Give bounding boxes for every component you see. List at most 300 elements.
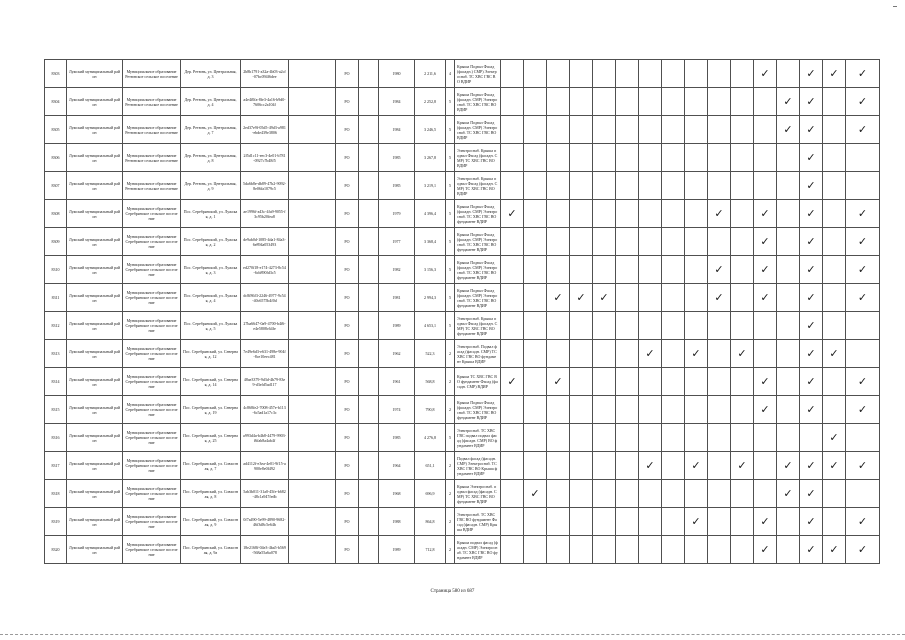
checkmark-cell: ✓ — [823, 340, 846, 368]
district-cell: Лужский муниципальный район — [67, 144, 123, 172]
house-code-cell: ad4112f-e3ea-4e01-9f15-a900e8e0f492 — [241, 452, 289, 480]
address-cell: Дер. Ретюнь, ул. Центральная, д. 9 — [181, 172, 241, 200]
empty-mark-cell — [616, 340, 639, 368]
blank-cell — [359, 452, 379, 480]
checkmark-cell: ✓ — [800, 508, 823, 536]
works-list-cell: Крыша Подвал Фасад (фасадн. СМР) Электроснаб. ТС ХВС ГВС ВО фундамент ВДИР — [455, 256, 501, 284]
checkmark-cell: ✓ — [846, 88, 880, 116]
build-year-cell: 1961 — [379, 368, 415, 396]
empty-mark-cell — [524, 312, 547, 340]
floors-cell: 2 — [446, 368, 455, 396]
empty-mark-cell — [501, 256, 524, 284]
fund-form-cell: РО — [336, 172, 359, 200]
works-list-cell: Подвал фасад (фасадн. СМР) Электроснаб. ТС ХВС ГВС ВО Крыша фундамент ВДИР — [455, 452, 501, 480]
empty-mark-cell — [616, 116, 639, 144]
municipality-cell: Муниципальное образование Серебрянское сельское поселение — [123, 424, 181, 452]
empty-mark-cell — [570, 480, 593, 508]
empty-mark-cell — [639, 200, 662, 228]
checkmark-cell: ✓ — [800, 172, 823, 200]
empty-mark-cell — [685, 144, 708, 172]
empty-mark-cell — [823, 312, 846, 340]
municipality-cell: Муниципальное образование Серебрянское сельское поселение — [123, 256, 181, 284]
checkmark-cell: ✓ — [800, 228, 823, 256]
empty-mark-cell — [593, 368, 616, 396]
checkmark-cell: ✓ — [501, 368, 524, 396]
empty-mark-cell — [547, 340, 570, 368]
empty-mark-cell — [570, 172, 593, 200]
house-code-cell: a4e4f0fa-8fe3-4a16-b9d0-7606cc2a104f — [241, 88, 289, 116]
blank-cell — [359, 424, 379, 452]
municipality-cell: Муниципальное образование Серебрянское сельское поселение — [123, 312, 181, 340]
empty-mark-cell — [823, 396, 846, 424]
table-row — [45, 424, 880, 452]
fund-form-cell: РО — [336, 256, 359, 284]
row-number: 8316 — [45, 424, 67, 452]
empty-mark-cell — [754, 116, 777, 144]
empty-mark-cell — [501, 452, 524, 480]
empty-mark-cell — [616, 536, 639, 564]
empty-mark-cell — [593, 312, 616, 340]
blank-cell — [359, 396, 379, 424]
district-cell: Лужский муниципальный район — [67, 116, 123, 144]
empty-mark-cell — [823, 88, 846, 116]
floors-cell: 5 — [446, 228, 455, 256]
empty-mark-cell — [593, 508, 616, 536]
empty-mark-cell — [754, 172, 777, 200]
empty-mark-cell — [501, 88, 524, 116]
checkmark-cell: ✓ — [708, 256, 731, 284]
works-list-cell: Крыша Подвал Фасад (фасадн. СМР) Электроснаб. ТС ХВС ГВС ВО фундамент ВДИР — [455, 396, 501, 424]
empty-mark-cell — [731, 144, 754, 172]
address-cell: Пос. Серебрянский, ул. Лужская, д. 5 — [181, 312, 241, 340]
empty-mark-cell — [754, 88, 777, 116]
area-cell: 864,8 — [415, 508, 446, 536]
district-cell: Лужский муниципальный район — [67, 340, 123, 368]
empty-mark-cell — [685, 88, 708, 116]
empty-mark-cell — [823, 116, 846, 144]
checkmark-cell: ✓ — [846, 368, 880, 396]
empty-mark-cell — [593, 396, 616, 424]
empty-mark-cell — [777, 172, 800, 200]
works-list-cell: Электроснаб. Крыша подвал Фасад (фасадн. СМР) ТС ХВС ГВС ВО ВДИР — [455, 144, 501, 172]
empty-mark-cell — [662, 144, 685, 172]
empty-mark-cell — [570, 88, 593, 116]
area-cell: 790,8 — [415, 396, 446, 424]
area-cell: 3 156,3 — [415, 256, 446, 284]
empty-mark-cell — [823, 368, 846, 396]
empty-mark-cell — [639, 480, 662, 508]
row-number: 8309 — [45, 228, 67, 256]
area-cell: 522,3 — [415, 340, 446, 368]
build-year-cell: 1962 — [379, 340, 415, 368]
empty-mark-cell — [685, 200, 708, 228]
house-code-cell: dc8f86f3-2246-4977-9c54-40c6575b4f0d — [241, 284, 289, 312]
fund-form-cell: РО — [336, 88, 359, 116]
blank-cell — [289, 452, 336, 480]
empty-mark-cell — [754, 480, 777, 508]
empty-mark-cell — [731, 368, 754, 396]
checkmark-cell: ✓ — [800, 256, 823, 284]
empty-mark-cell — [639, 172, 662, 200]
empty-mark-cell — [639, 228, 662, 256]
empty-mark-cell — [570, 144, 593, 172]
checkmark-cell: ✓ — [754, 368, 777, 396]
table-row — [45, 480, 880, 508]
blank-cell — [289, 368, 336, 396]
empty-mark-cell — [731, 424, 754, 452]
district-cell: Лужский муниципальный район — [67, 480, 123, 508]
empty-mark-cell — [708, 144, 731, 172]
empty-mark-cell — [547, 116, 570, 144]
build-year-cell: 1980 — [379, 60, 415, 88]
row-number: 8307 — [45, 172, 67, 200]
empty-mark-cell — [708, 172, 731, 200]
table-row — [45, 228, 880, 256]
area-cell: 4 396,4 — [415, 200, 446, 228]
blank-cell — [289, 284, 336, 312]
build-year-cell: 1985 — [379, 424, 415, 452]
row-number: 8319 — [45, 508, 67, 536]
fund-form-cell: РО — [336, 424, 359, 452]
checkmark-cell: ✓ — [800, 368, 823, 396]
empty-mark-cell — [777, 340, 800, 368]
empty-mark-cell — [777, 312, 800, 340]
checkmark-cell: ✓ — [754, 228, 777, 256]
row-number: 8303 — [45, 60, 67, 88]
checkmark-cell: ✓ — [823, 424, 846, 452]
blank-cell — [289, 144, 336, 172]
empty-mark-cell — [708, 424, 731, 452]
empty-mark-cell — [524, 452, 547, 480]
checkmark-cell: ✓ — [547, 368, 570, 396]
row-number: 8308 — [45, 200, 67, 228]
empty-mark-cell — [685, 256, 708, 284]
empty-mark-cell — [547, 200, 570, 228]
empty-mark-cell — [570, 200, 593, 228]
empty-mark-cell — [731, 508, 754, 536]
empty-mark-cell — [524, 508, 547, 536]
empty-mark-cell — [639, 88, 662, 116]
row-number: 8304 — [45, 88, 67, 116]
address-cell: Пос. Серебрянский, ул. Северная, д. 12 — [181, 340, 241, 368]
empty-mark-cell — [777, 396, 800, 424]
empty-mark-cell — [547, 60, 570, 88]
works-list-cell: Крыша Электроснаб. подвал фасад (фасадн. СМР) ТС ХВС ГВС ВО фундамент ВДИР — [455, 480, 501, 508]
empty-mark-cell — [616, 256, 639, 284]
house-code-cell: 5ab3b011-31a0-45fe-b682-48c1a947fedb — [241, 480, 289, 508]
district-cell: Лужский муниципальный район — [67, 228, 123, 256]
checkmark-cell: ✓ — [800, 60, 823, 88]
checkmark-cell: ✓ — [846, 60, 880, 88]
house-code-cell: 27ba6647-0a9-4700-b4f6-e4e5808c64fe — [241, 312, 289, 340]
blank-cell — [359, 144, 379, 172]
row-number: 8318 — [45, 480, 67, 508]
empty-mark-cell — [639, 256, 662, 284]
works-list-cell: Крыша Подвал Фасад (фасадн. СМР) Электроснаб. ТС ХВС ГВС ВО ВДИР — [455, 116, 501, 144]
address-cell: Пос. Серебрянский, ул. Совхозная, д. 9 — [181, 508, 241, 536]
blank-cell — [359, 508, 379, 536]
empty-mark-cell — [708, 452, 731, 480]
empty-mark-cell — [777, 144, 800, 172]
empty-mark-cell — [662, 368, 685, 396]
house-code-cell: 2f5d1c11-eec3-4e01-b781-0927c7b48f5 — [241, 144, 289, 172]
empty-mark-cell — [685, 368, 708, 396]
table-row — [45, 172, 880, 200]
address-cell: Пос. Серебрянский, ул. Северная, д. 14 — [181, 368, 241, 396]
fund-form-cell: РО — [336, 452, 359, 480]
house-code-cell: 0f7a490-5e99-4890-9682-46f3d8c5e64b — [241, 508, 289, 536]
area-cell: 651,1 — [415, 452, 446, 480]
empty-mark-cell — [823, 228, 846, 256]
empty-mark-cell — [501, 60, 524, 88]
blank-cell — [359, 368, 379, 396]
empty-mark-cell — [731, 536, 754, 564]
empty-mark-cell — [639, 284, 662, 312]
empty-mark-cell — [731, 172, 754, 200]
checkmark-cell: ✓ — [800, 284, 823, 312]
empty-mark-cell — [593, 480, 616, 508]
row-number: 8317 — [45, 452, 67, 480]
fund-form-cell: РО — [336, 396, 359, 424]
blank-cell — [359, 284, 379, 312]
blank-cell — [359, 88, 379, 116]
checkmark-cell: ✓ — [708, 200, 731, 228]
empty-mark-cell — [823, 172, 846, 200]
blank-cell — [359, 172, 379, 200]
empty-mark-cell — [501, 480, 524, 508]
empty-mark-cell — [639, 396, 662, 424]
empty-mark-cell — [800, 424, 823, 452]
empty-mark-cell — [662, 256, 685, 284]
checkmark-cell: ✓ — [800, 396, 823, 424]
empty-mark-cell — [685, 116, 708, 144]
checkmark-cell: ✓ — [800, 144, 823, 172]
floors-cell: 5 — [446, 200, 455, 228]
empty-mark-cell — [570, 536, 593, 564]
house-code-cell: 7e49e6d3-e631-498e-904f-8ce10eec481 — [241, 340, 289, 368]
house-code-cell: ed270f18-e174-4273-8c54-6cb890fd3c5 — [241, 256, 289, 284]
empty-mark-cell — [593, 228, 616, 256]
register-rows — [45, 60, 880, 564]
fund-form-cell: РО — [336, 508, 359, 536]
house-code-cell: ae1996f-a43c-4fa9-9055-f3c95b20fea8 — [241, 200, 289, 228]
empty-mark-cell — [777, 284, 800, 312]
address-cell: Дер. Ретюнь, ул. Центральная, д. 3 — [181, 60, 241, 88]
empty-mark-cell — [593, 452, 616, 480]
checkmark-cell: ✓ — [501, 200, 524, 228]
empty-mark-cell — [524, 228, 547, 256]
empty-mark-cell — [593, 144, 616, 172]
checkmark-cell: ✓ — [777, 116, 800, 144]
empty-mark-cell — [547, 172, 570, 200]
empty-mark-cell — [823, 508, 846, 536]
empty-mark-cell — [616, 172, 639, 200]
floors-cell: 5 — [446, 116, 455, 144]
row-number: 8306 — [45, 144, 67, 172]
empty-mark-cell — [846, 172, 880, 200]
checkmark-cell: ✓ — [823, 452, 846, 480]
empty-mark-cell — [708, 340, 731, 368]
table-row — [45, 60, 880, 88]
empty-mark-cell — [777, 424, 800, 452]
house-code-cell: de9ab0d-1085-4da1-84a3-6e894a053493 — [241, 228, 289, 256]
checkmark-cell: ✓ — [846, 256, 880, 284]
empty-mark-cell — [501, 508, 524, 536]
floors-cell: 2 — [446, 340, 455, 368]
area-cell: 3 246,5 — [415, 116, 446, 144]
blank-cell — [359, 340, 379, 368]
floors-cell: 5 — [446, 172, 455, 200]
checkmark-cell: ✓ — [800, 312, 823, 340]
blank-cell — [289, 424, 336, 452]
empty-mark-cell — [731, 312, 754, 340]
works-list-cell: Крыша Подвал Фасад (фасадн.) СМР) Электроснаб. ТС ХВС ГВС ВО ВДИР — [455, 60, 501, 88]
empty-mark-cell — [547, 312, 570, 340]
area-cell: 2 994,3 — [415, 284, 446, 312]
empty-mark-cell — [639, 144, 662, 172]
address-cell: Пос. Серебрянский, ул. Лужская, д. 4 — [181, 284, 241, 312]
empty-mark-cell — [616, 452, 639, 480]
floors-cell: 2 — [446, 508, 455, 536]
empty-mark-cell — [823, 144, 846, 172]
empty-mark-cell — [823, 256, 846, 284]
blank-cell — [289, 396, 336, 424]
empty-mark-cell — [777, 60, 800, 88]
address-cell: Пос. Серебрянский, ул. Лужская, д. 3 — [181, 256, 241, 284]
fund-form-cell: РО — [336, 116, 359, 144]
checkmark-cell: ✓ — [846, 396, 880, 424]
municipality-cell: Муниципальное образование Серебрянское сельское поселение — [123, 340, 181, 368]
empty-mark-cell — [501, 536, 524, 564]
empty-mark-cell — [524, 144, 547, 172]
empty-mark-cell — [708, 536, 731, 564]
checkmark-cell: ✓ — [846, 116, 880, 144]
empty-mark-cell — [593, 424, 616, 452]
empty-mark-cell — [547, 88, 570, 116]
empty-mark-cell — [662, 200, 685, 228]
empty-mark-cell — [662, 480, 685, 508]
empty-mark-cell — [639, 368, 662, 396]
row-number: 8313 — [45, 340, 67, 368]
empty-mark-cell — [616, 508, 639, 536]
empty-mark-cell — [662, 452, 685, 480]
works-list-cell: Крыша Подвал Фасад (фасадн. СМР) Электроснаб. ТС ХВС ГВС ВО фундамент ВДИР — [455, 200, 501, 228]
house-code-cell: 2ed37e9f-05d5-49d3-a981-ebde439e3806 — [241, 116, 289, 144]
address-cell: Пос. Серебрянский, ул. Северная, д. 25 — [181, 424, 241, 452]
empty-mark-cell — [524, 424, 547, 452]
empty-mark-cell — [731, 256, 754, 284]
empty-mark-cell — [846, 144, 880, 172]
empty-mark-cell — [593, 256, 616, 284]
floors-cell: 5 — [446, 256, 455, 284]
municipality-cell: Муниципальное образование Серебрянское сельское поселение — [123, 480, 181, 508]
empty-mark-cell — [754, 424, 777, 452]
works-list-cell: Крыша Подвал Фасад (фасадн. СМР) Электроснаб. ТС ХВС ГВС ВО фундамент ВДИР — [455, 228, 501, 256]
checkmark-cell: ✓ — [846, 536, 880, 564]
empty-mark-cell — [524, 536, 547, 564]
empty-mark-cell — [731, 116, 754, 144]
checkmark-cell: ✓ — [846, 200, 880, 228]
empty-mark-cell — [685, 312, 708, 340]
empty-mark-cell — [639, 60, 662, 88]
empty-mark-cell — [616, 200, 639, 228]
blank-cell — [359, 312, 379, 340]
area-cell: 3 219,1 — [415, 172, 446, 200]
fund-form-cell: РО — [336, 60, 359, 88]
blank-cell — [359, 228, 379, 256]
empty-mark-cell — [547, 480, 570, 508]
checkmark-cell: ✓ — [754, 396, 777, 424]
address-cell: Пос. Серебрянский, ул. Лужская, д. 1 — [181, 200, 241, 228]
empty-mark-cell — [501, 312, 524, 340]
municipality-cell: Муниципальное образование Серебрянское сельское поселение — [123, 368, 181, 396]
floors-cell: 5 — [446, 312, 455, 340]
empty-mark-cell — [524, 368, 547, 396]
address-cell: Пос. Серебрянский, ул. Лужская, д. 2 — [181, 228, 241, 256]
scan-bottom-edge — [0, 634, 905, 635]
empty-mark-cell — [547, 536, 570, 564]
floors-cell: 2 — [446, 396, 455, 424]
area-cell: 696,9 — [415, 480, 446, 508]
empty-mark-cell — [846, 312, 880, 340]
empty-mark-cell — [570, 508, 593, 536]
empty-mark-cell — [524, 396, 547, 424]
empty-mark-cell — [547, 228, 570, 256]
empty-mark-cell — [524, 116, 547, 144]
empty-mark-cell — [570, 60, 593, 88]
empty-mark-cell — [616, 284, 639, 312]
empty-mark-cell — [685, 424, 708, 452]
checkmark-cell: ✓ — [800, 536, 823, 564]
table-row — [45, 508, 880, 536]
empty-mark-cell — [616, 480, 639, 508]
empty-mark-cell — [708, 368, 731, 396]
empty-mark-cell — [754, 452, 777, 480]
empty-mark-cell — [731, 480, 754, 508]
empty-mark-cell — [731, 200, 754, 228]
checkmark-cell: ✓ — [708, 284, 731, 312]
area-cell: 2 211,6 — [415, 60, 446, 88]
empty-mark-cell — [570, 116, 593, 144]
checkmark-cell: ✓ — [685, 340, 708, 368]
empty-mark-cell — [708, 508, 731, 536]
build-year-cell: 1984 — [379, 88, 415, 116]
empty-mark-cell — [570, 228, 593, 256]
checkmark-cell: ✓ — [639, 452, 662, 480]
empty-mark-cell — [547, 396, 570, 424]
empty-mark-cell — [616, 424, 639, 452]
empty-mark-cell — [524, 88, 547, 116]
empty-mark-cell — [616, 312, 639, 340]
district-cell: Лужский муниципальный район — [67, 172, 123, 200]
blank-cell — [359, 256, 379, 284]
blank-cell — [289, 60, 336, 88]
district-cell: Лужский муниципальный район — [67, 200, 123, 228]
municipality-cell: Муниципальное образование Серебрянское сельское поселение — [123, 200, 181, 228]
area-cell: 4 276,8 — [415, 424, 446, 452]
district-cell: Лужский муниципальный район — [67, 312, 123, 340]
municipality-cell: Муниципальное образование Серебрянское сельское поселение — [123, 536, 181, 564]
empty-mark-cell — [639, 312, 662, 340]
table-row — [45, 396, 880, 424]
empty-mark-cell — [501, 396, 524, 424]
checkmark-cell: ✓ — [754, 200, 777, 228]
blank-cell — [289, 340, 336, 368]
build-year-cell: 1982 — [379, 256, 415, 284]
fund-form-cell: РО — [336, 480, 359, 508]
empty-mark-cell — [731, 60, 754, 88]
table-row — [45, 312, 880, 340]
